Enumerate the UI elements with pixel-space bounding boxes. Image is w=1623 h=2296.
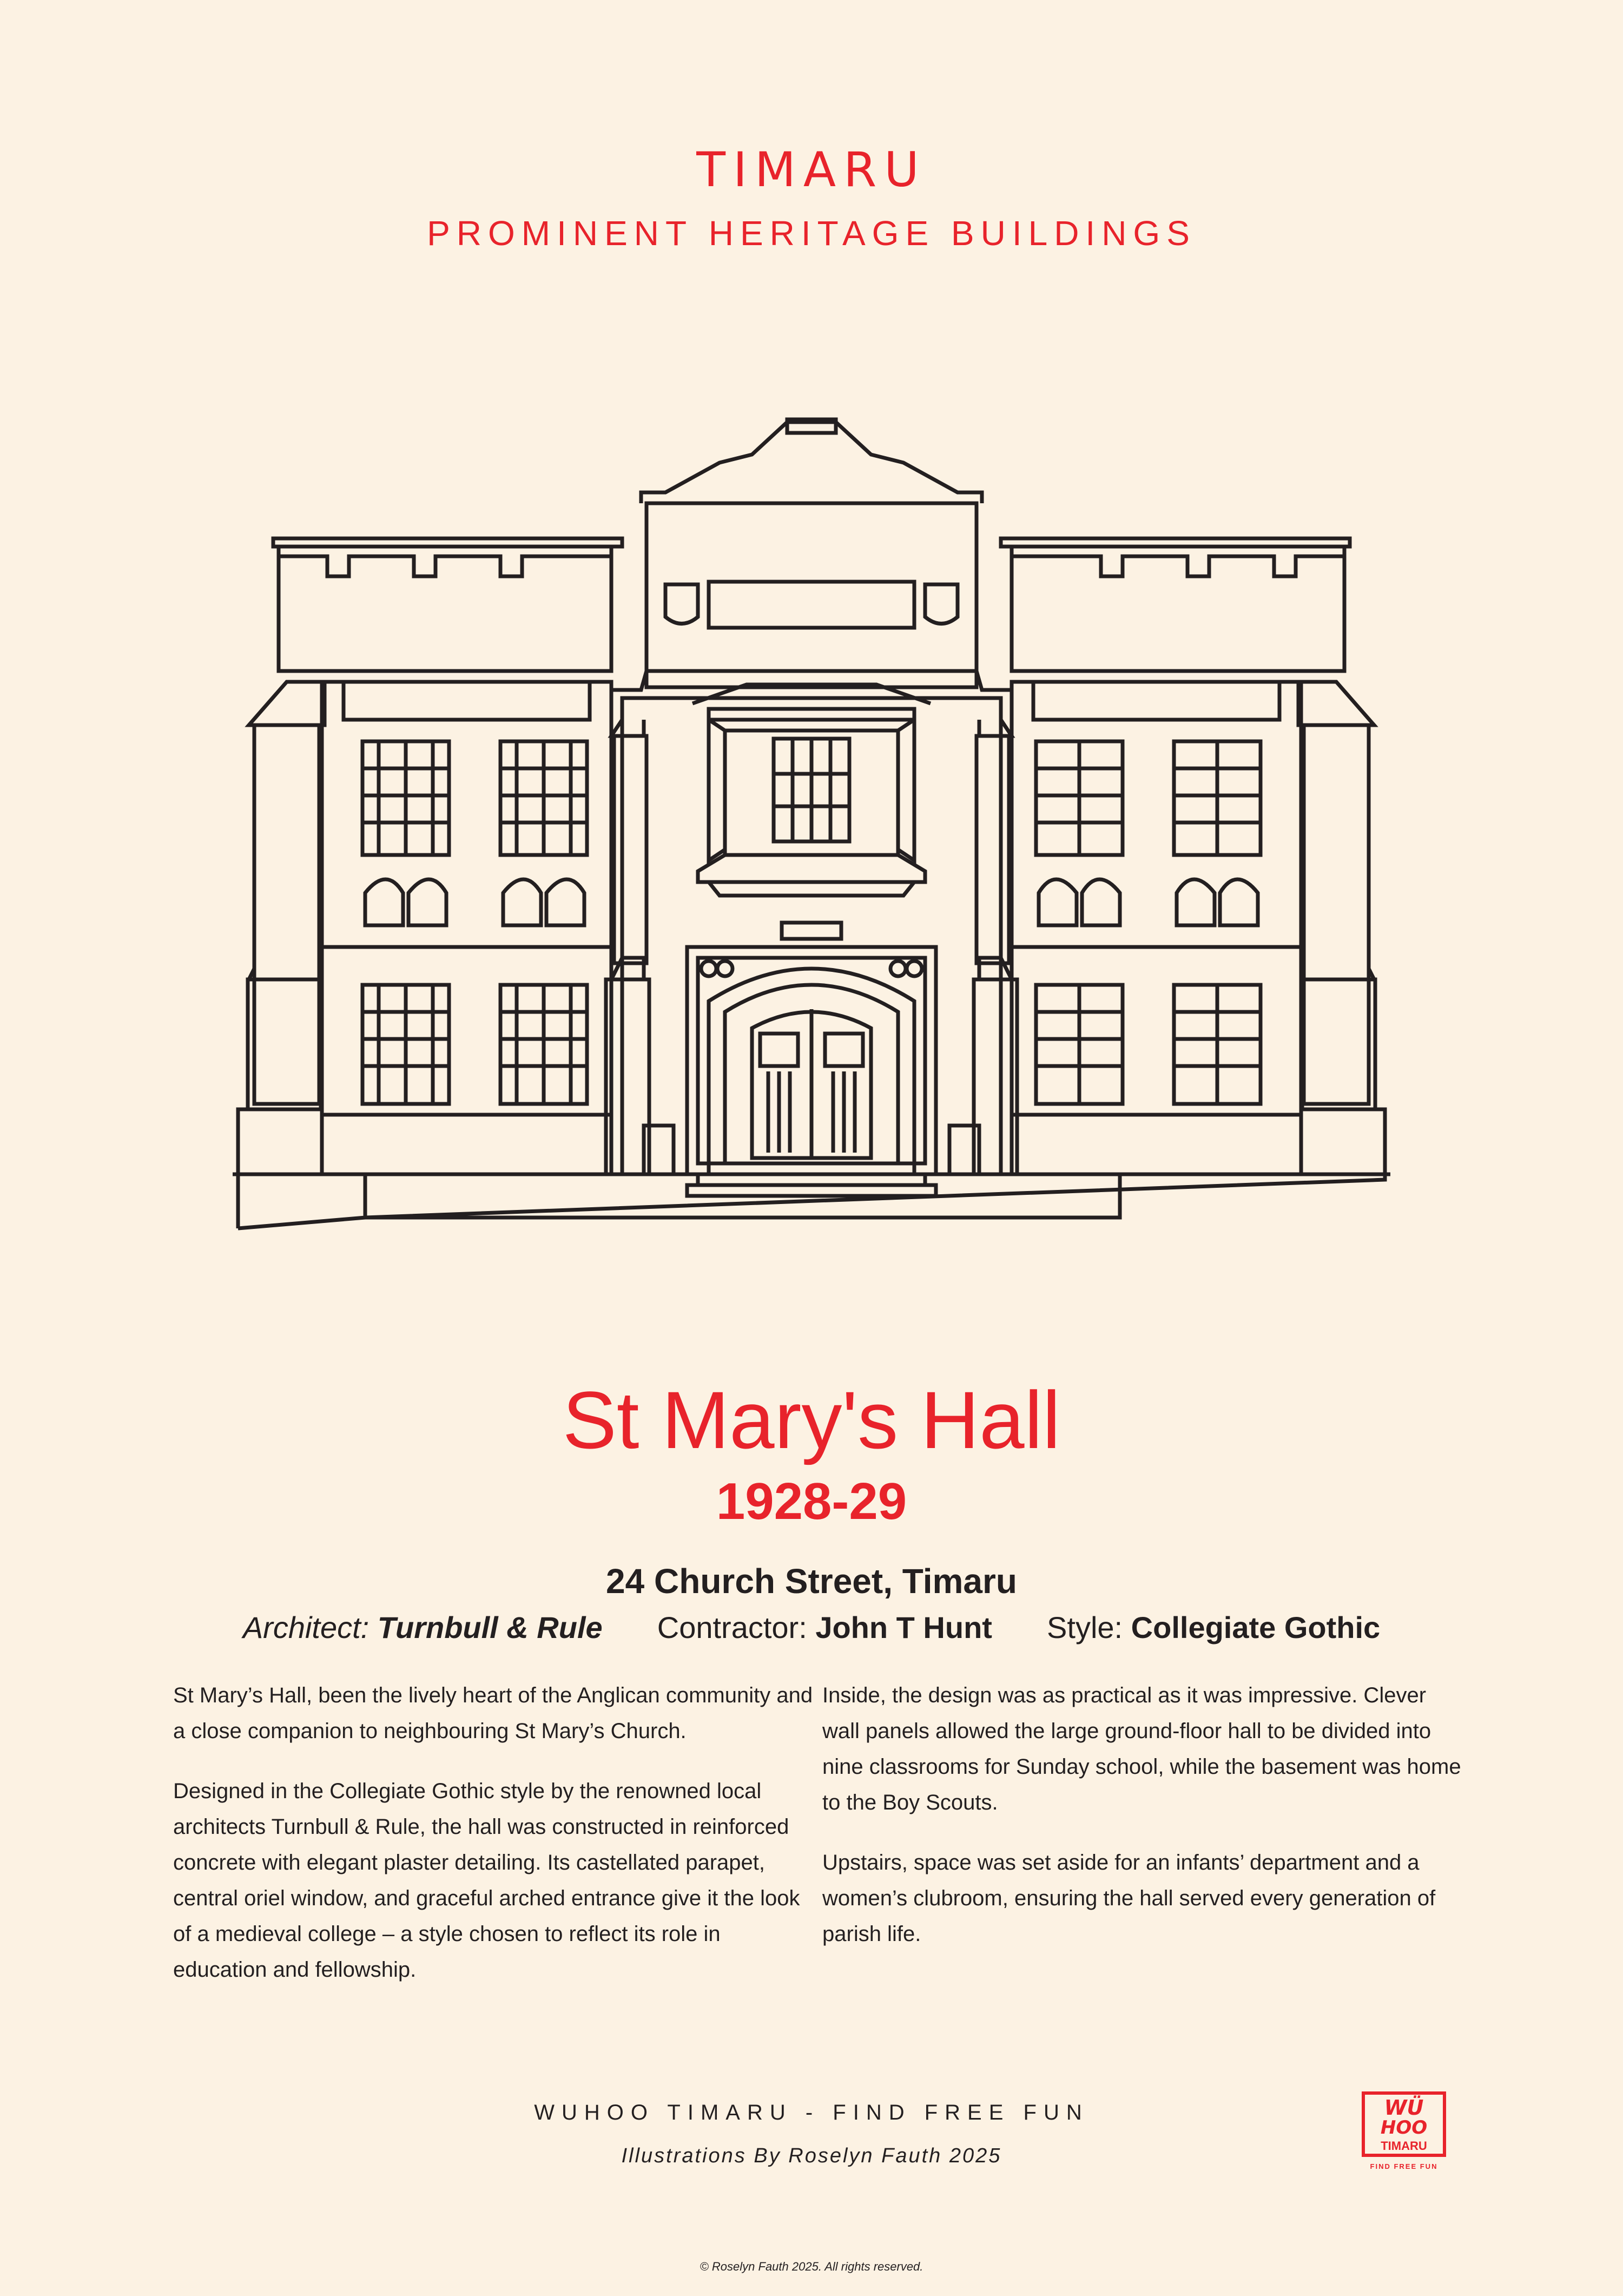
contractor-label: Contractor: (657, 1610, 807, 1644)
body-column-right (822, 1677, 1463, 1976)
paragraph: St Mary’s Hall, been the lively heart of the Anglican community and a close companion to neighbouring St Mary’s Church. (173, 1683, 813, 1743)
architect-label: Architect: (242, 1610, 370, 1644)
architect-value: Turnbull & Rule (377, 1610, 603, 1644)
poster-title: TIMARU (696, 142, 927, 198)
logo-tagline: FIND FREE FUN (1370, 2162, 1438, 2170)
copyright-notice: © Roselyn Fauth 2025. All rights reserved. (700, 2260, 923, 2273)
poster-subtitle: PROMINENT HERITAGE BUILDINGS (427, 214, 1196, 253)
credits-line (0, 1610, 1623, 1645)
building-name: St Mary's Hall (562, 1374, 1061, 1465)
style-label: Style: (1047, 1610, 1123, 1644)
footer-brand: WUHOO TIMARU - FIND FREE FUN (534, 2101, 1089, 2124)
building-years: 1928-29 (716, 1472, 907, 1530)
footer-illustrator: Illustrations By Roselyn Fauth 2025 (621, 2144, 1002, 2167)
wuhoo-logo (1361, 2090, 1447, 2174)
contractor-value: John T Hunt (815, 1610, 992, 1644)
paragraph: Upstairs, space was set aside for an infants’ department and a women’s clubroom, ensuring the hall served every generation of parish life. (822, 1851, 1436, 1946)
building-illustration (233, 417, 1390, 1239)
paragraph: Inside, the design was as practical as it was impressive. Clever wall panels allowed the large ground-floor hall to be divided into nine classrooms for Sunday school, while the basement was home to the Boy Scouts. (822, 1683, 1461, 1814)
paragraph: Designed in the Collegiate Gothic style by the renowned local architects Turnbull & Rule, the hall was constructed in reinforced concrete with elegant plaster detailing. Its castellated parapet, central oriel window, and graceful arched entrance give it the look of a medieval college – a style chosen to reflect its role in education and fellowship. (173, 1779, 800, 1982)
logo-line2: HOO (1380, 2117, 1428, 2139)
style-value: Collegiate Gothic (1131, 1610, 1381, 1644)
logo-line3: TIMARU (1381, 2139, 1427, 2153)
body-column-left (173, 1677, 814, 2012)
building-address: 24 Church Street, Timaru (606, 1562, 1017, 1601)
logo-line1: WÜ (1384, 2096, 1424, 2120)
